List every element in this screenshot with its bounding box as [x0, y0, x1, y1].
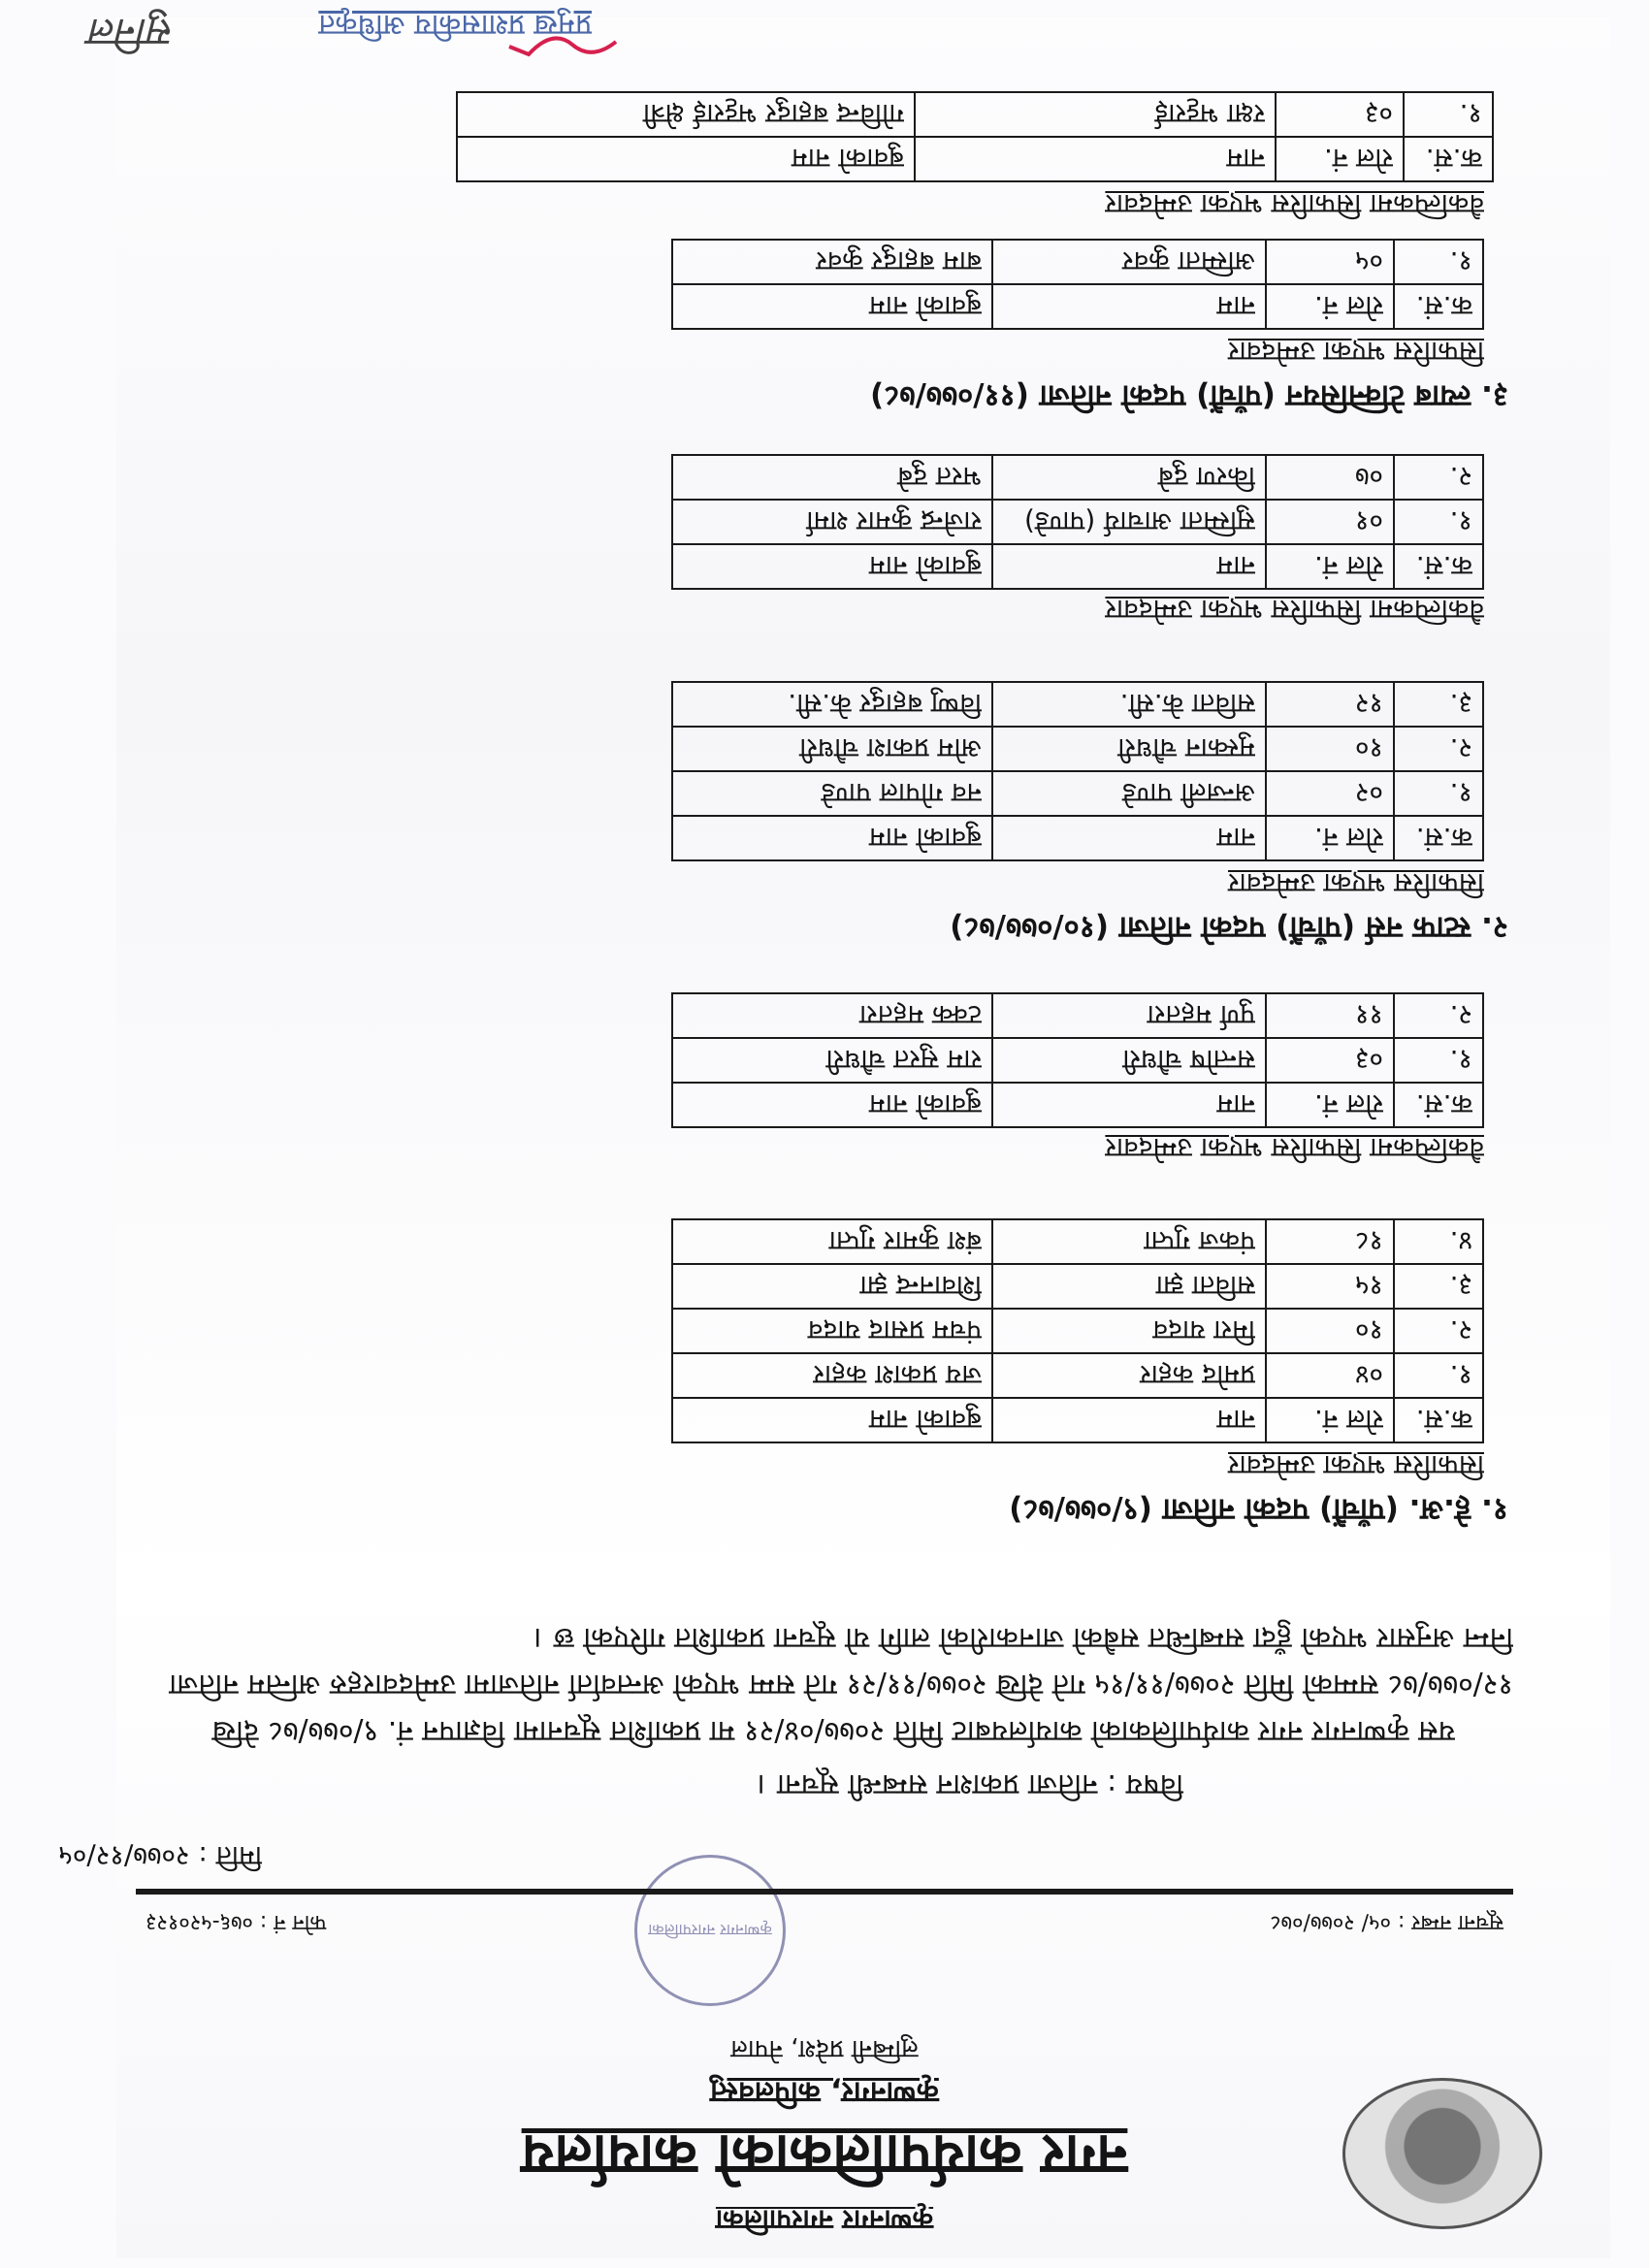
phone-number: फोन नं : ०७६-५२०१२३ — [146, 1910, 327, 1934]
results-table — [456, 91, 1494, 182]
cell-name: रक्षा भट्टराई — [915, 92, 1276, 137]
cell-name: प्रमोद कहार — [992, 1353, 1266, 1398]
col-name: नाम — [992, 1398, 1266, 1442]
municipality-name: कृष्णनगर नगरपालिका — [715, 2204, 934, 2236]
officer-stamp: प्रमुख प्रशासकीय अधिकृत — [318, 8, 592, 42]
stamp-text: कृष्णनगर नगरपालिका — [648, 1921, 772, 1939]
col-father: बुवाको नाम — [672, 544, 992, 589]
cell-sn: २. — [1394, 455, 1483, 500]
col-sn: क.सं. — [1394, 284, 1483, 329]
cell-father: जय प्रकाश कहार — [672, 1353, 992, 1398]
cell-name: सन्तोष चौधरी — [992, 1038, 1266, 1083]
table-header-row — [457, 137, 1493, 181]
cell-name: पंकज गुप्ता — [992, 1219, 1266, 1264]
section-title: १. हे.अ. (पाँचौं) पदको नतिजा (९/०७७/७८) — [1009, 1492, 1508, 1527]
group-label: वैकल्पिकमा सिफारिस भएका उम्मेदवार — [1105, 188, 1484, 220]
cell-father: विष्णु बहादुर के.सी. — [672, 682, 992, 727]
cell-roll: १० — [1266, 1309, 1394, 1353]
col-roll: रोल नं. — [1266, 1398, 1394, 1442]
results-table — [671, 1218, 1484, 1443]
cell-sn: ३. — [1394, 1264, 1483, 1309]
col-sn: क.सं. — [1394, 1398, 1483, 1442]
cell-name: अन्जली पाण्डे — [992, 771, 1266, 816]
col-roll: रोल नं. — [1266, 1083, 1394, 1127]
cell-father: राजेन्द्र कुमार शर्मा — [672, 500, 992, 544]
cell-father: बंश कुमार गुप्ता — [672, 1219, 992, 1264]
handwritten-signature: सुनिल — [90, 10, 175, 54]
col-roll: रोल नं. — [1266, 544, 1394, 589]
cell-sn: १. — [1394, 1038, 1483, 1083]
reference-row — [146, 1909, 1504, 1938]
cell-name: किरण दुबे — [992, 455, 1266, 500]
cell-sn: २. — [1394, 1309, 1483, 1353]
cell-sn: १. — [1404, 92, 1493, 137]
col-roll: रोल नं. — [1276, 137, 1404, 181]
col-father: बुवाको नाम — [672, 816, 992, 860]
cell-sn: २. — [1394, 727, 1483, 771]
cell-name: सविता के.सी. — [992, 682, 1266, 727]
cell-sn: २. — [1394, 993, 1483, 1038]
cell-father: गोविन्द बहादुर भट्टराई क्षेत्री — [457, 92, 915, 137]
cell-roll: १५ — [1266, 1264, 1394, 1309]
col-father: बुवाको नाम — [672, 284, 992, 329]
cell-sn: १. — [1394, 1353, 1483, 1398]
table-header-row — [672, 1083, 1483, 1127]
col-roll: रोल नं. — [1266, 816, 1394, 860]
group-label: वैकल्पिकमा सिफारिस भएका उम्मेदवार — [1105, 594, 1484, 626]
col-sn: क.सं. — [1404, 137, 1493, 181]
group-label: वैकल्पिकमा सिफारिस भएका उम्मेदवार — [1105, 1132, 1484, 1164]
table-header-row — [672, 1398, 1483, 1442]
cell-name: मुस्कान चौधरी — [992, 727, 1266, 771]
office-address: कृष्णनगर, कपिलवस्तु — [710, 2075, 939, 2109]
col-roll: रोल नं. — [1266, 284, 1394, 329]
cell-roll: ०२ — [1266, 771, 1394, 816]
table-row — [457, 92, 1493, 137]
table-header-row — [672, 284, 1483, 329]
section-title: ३. ल्याब टेक्निसियन (पाँचौं) पदको नतिजा (११/०७७/७८) — [870, 378, 1508, 413]
cell-sn: ३. — [1394, 682, 1483, 727]
cell-name: मिरा यादव — [992, 1309, 1266, 1353]
cell-roll: १० — [1266, 727, 1394, 771]
cell-roll: ०३ — [1276, 92, 1404, 137]
letterhead — [0, 2033, 1649, 2249]
col-name: नाम — [915, 137, 1276, 181]
cell-roll: ०३ — [1266, 1038, 1394, 1083]
notice-number: सूचना नम्बर : ०५/ २०७७/०७८ — [1270, 1910, 1504, 1934]
cell-name: पुर्ण महतरा — [992, 993, 1266, 1038]
office-region: लुम्बिनी प्रदेश, नेपाल — [730, 2034, 919, 2063]
table-header-row — [672, 816, 1483, 860]
cell-father: ओम प्रकाश चौधरी — [672, 727, 992, 771]
cell-roll: ०५ — [1266, 240, 1394, 284]
cell-father: पंचम प्रसाद यादव — [672, 1309, 992, 1353]
group-label: सिफारिस भएका उम्मेदवार — [1228, 867, 1484, 899]
cell-father: नव गोपाल पाण्डे — [672, 771, 992, 816]
cell-roll: १२ — [1266, 682, 1394, 727]
results-table — [671, 454, 1484, 590]
cell-sn: १. — [1394, 500, 1483, 544]
cell-sn: १. — [1394, 771, 1483, 816]
table-row — [672, 500, 1483, 544]
cell-father: भरत दुबे — [672, 455, 992, 500]
table-row — [672, 1264, 1483, 1309]
table-row — [672, 1038, 1483, 1083]
notice-intro: यस कृष्णनगर नगर कार्यपालिकाको कार्यालयबाट मिति २०७७/०४/२१ मा प्रकाशित सूचनामा विज्ञापन नं. ९/०७७/७८ देखि १२/०७७/७८ सम्मको मिति २०७७/११/१५ गते देखि २०७७/११/२१ गते सम्म भएको अन्तर्वार्ता नतिजामा उम्मेदवारहरु अन्तिम नतिजा निम्न अनुसार भएको हुँदा सम्बन्धित सबैको जानकारीको लागि यो सूचना प्रकाशित गरिएको छ । — [169, 1621, 1513, 1748]
cell-roll: ११ — [1266, 993, 1394, 1038]
table-row — [672, 240, 1483, 284]
col-sn: क.सं. — [1394, 1083, 1483, 1127]
cell-father: बाम बहादुर कुवर — [672, 240, 992, 284]
cell-father: शिवानन्द झा — [672, 1264, 992, 1309]
table-row — [672, 1219, 1483, 1264]
table-row — [672, 1353, 1483, 1398]
results-table — [671, 992, 1484, 1128]
notice-subject: विषय : नतिजा प्रकाशन सम्बन्धी सूचना । — [757, 1767, 1183, 1801]
cell-name: सविता झा — [992, 1264, 1266, 1309]
cell-father: राम सुरत चौधरी — [672, 1038, 992, 1083]
table-row — [672, 455, 1483, 500]
cell-sn: ४. — [1394, 1219, 1483, 1264]
results-table — [671, 681, 1484, 861]
cell-roll: ०१ — [1266, 500, 1394, 544]
col-father: बुवाको नाम — [672, 1398, 992, 1442]
table-row — [672, 682, 1483, 727]
table-row — [672, 1309, 1483, 1353]
col-father: बुवाको नाम — [672, 1083, 992, 1127]
header-divider — [136, 1889, 1513, 1895]
group-label: सिफारिस भएका उम्मेदवार — [1228, 1449, 1484, 1481]
col-name: नाम — [992, 1083, 1266, 1127]
notice-date: मिति : २०७७/१२/०५ — [58, 1840, 262, 1872]
table-header-row — [672, 544, 1483, 589]
col-sn: क.सं. — [1394, 544, 1483, 589]
cell-sn: १. — [1394, 240, 1483, 284]
group-label: सिफारिस भएका उम्मेदवार — [1228, 336, 1484, 368]
col-name: नाम — [992, 544, 1266, 589]
table-row — [672, 771, 1483, 816]
col-name: नाम — [992, 284, 1266, 329]
office-title: नगर कार्यपालिकाको कार्यालय — [521, 2122, 1128, 2188]
col-sn: क.सं. — [1394, 816, 1483, 860]
cell-roll: ०४ — [1266, 1353, 1394, 1398]
cell-roll: ०७ — [1266, 455, 1394, 500]
cell-roll: १८ — [1266, 1219, 1394, 1264]
col-father: बुवाको नाम — [457, 137, 915, 181]
cell-father: टक्क महतरा — [672, 993, 992, 1038]
cell-name: सुस्मिता आचार्य (पाण्डे) — [992, 500, 1266, 544]
results-table — [671, 239, 1484, 330]
cell-name: अस्मिता कुवर — [992, 240, 1266, 284]
col-name: नाम — [992, 816, 1266, 860]
table-row — [672, 727, 1483, 771]
section-title: २. स्टाफ नर्स (पाँचौं) पदको नतिजा (१०/०७७/७८) — [950, 910, 1508, 945]
table-row — [672, 993, 1483, 1038]
